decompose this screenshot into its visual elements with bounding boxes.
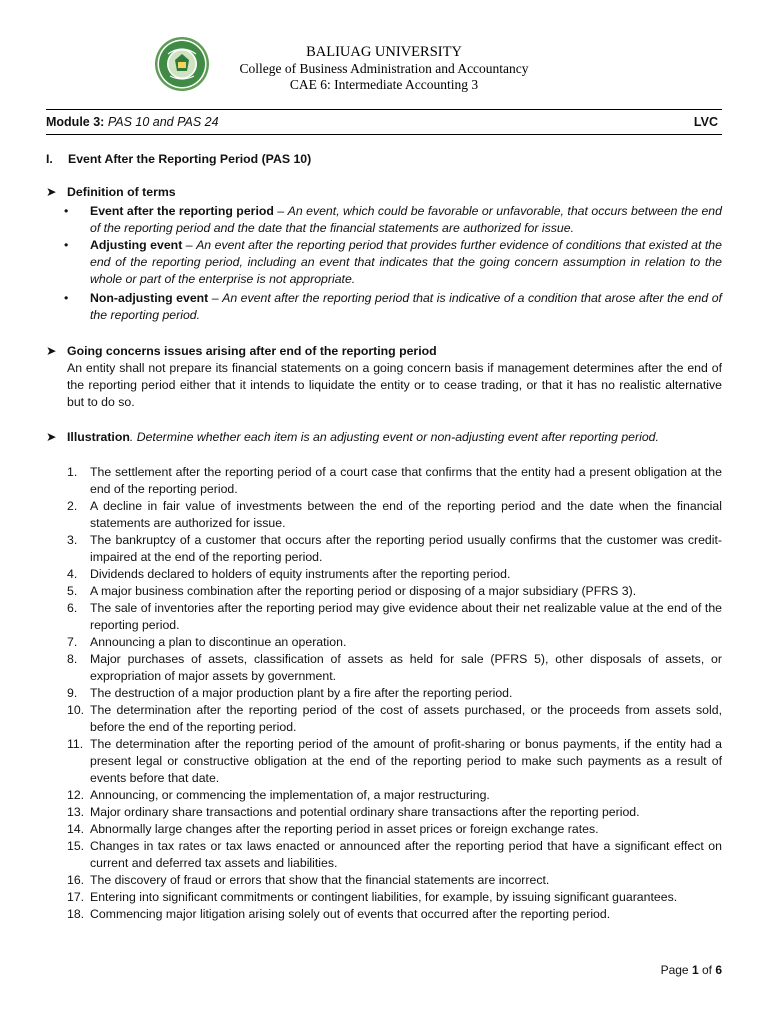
illustration-instruction: . Determine whether each item is an adjusting event or non-adjusting event after reporting period.: [129, 430, 659, 444]
item-number: 11.: [67, 737, 84, 751]
item-number: 10.: [67, 703, 85, 717]
item-text: The discovery of fraud or errors that show that the financial statements are incorrect.: [90, 873, 550, 887]
course-title: CAE 6: Intermediate Accounting 3: [289, 77, 479, 92]
definition-dash: –: [273, 204, 288, 218]
item-text: The determination after the reporting period of the cost of assets purchased, or the proceeds from assets sold, before the end of the reporting period.: [90, 703, 722, 734]
list-item: [67, 498, 722, 532]
author-initials: LVC: [693, 115, 718, 129]
definition-term: Non-adjusting event: [90, 291, 209, 305]
page-footer: [661, 962, 722, 979]
item-number: 7.: [67, 635, 78, 649]
definition-dash: –: [208, 291, 223, 305]
item-number: 3.: [67, 533, 78, 547]
going-concern-paragraph: An entity shall not prepare its financial statements on a going concern basis if management determines after the end of the reporting period either that it intends to liquidate the entity or to cease trading, or that it has no realistic alternative but to do so.: [67, 361, 722, 409]
illustration-items-list: [67, 464, 722, 923]
item-number: 4.: [67, 567, 78, 581]
page-number: 1: [691, 963, 699, 977]
item-number: 6.: [67, 601, 78, 615]
item-text: The determination after the reporting period of the amount of profit-sharing or bonus payments, if the entity had a present legal or constructive obligation at the end of the reporting period to make such payments as a result of events before that date.: [90, 737, 722, 785]
list-item: [67, 583, 722, 600]
item-text: Major ordinary share transactions and potential ordinary share transactions after the reporting period.: [90, 805, 640, 819]
item-number: 16.: [67, 873, 85, 887]
list-item: [67, 566, 722, 583]
item-text: Dividends declared to holders of equity instruments after the reporting period.: [90, 567, 511, 581]
item-text: The sale of inventories after the reporting period may give evidence about their net realizable value at the end of the reporting period.: [90, 601, 722, 632]
module-title: PAS 10 and PAS 24: [107, 115, 219, 129]
section-number: I.: [46, 152, 53, 166]
section-title: Event After the Reporting Period (PAS 10): [68, 152, 312, 166]
list-item: [67, 872, 722, 889]
of-word: of: [698, 963, 716, 977]
list-item: [67, 889, 722, 906]
page-word: Page: [660, 963, 692, 977]
arrow-bullet-icon: ➤: [46, 344, 57, 358]
item-text: Changes in tax rates or tax laws enacted or announced after the reporting period that have a significant effect on current and deferred tax assets and liabilities.: [90, 839, 722, 870]
item-number: 15.: [67, 839, 85, 853]
university-name: BALIUAG UNIVERSITY: [306, 44, 462, 60]
definitions-heading: [46, 184, 176, 201]
definition-text: An event after the reporting period that provides further evidence of conditions that existed at the end of the reporting period, including an event that indicates that the going concern assumption in relation to the whole or part of the enterprise is not appropriate.: [90, 238, 722, 286]
document-header: [0, 44, 768, 94]
item-number: 2.: [67, 499, 78, 513]
list-item: [67, 821, 722, 838]
list-item: [67, 838, 722, 872]
item-number: 13.: [67, 805, 85, 819]
going-concern-heading-text: Going concerns issues arising after end of the reporting period: [67, 344, 437, 358]
arrow-bullet-icon: ➤: [46, 185, 57, 199]
definition-item: [64, 203, 722, 237]
page-total: 6: [715, 963, 722, 977]
module-label: Module 3:: [46, 115, 105, 129]
item-text: Announcing, or commencing the implementation of, a major restructuring.: [90, 788, 490, 802]
arrow-bullet-icon: ➤: [46, 430, 57, 444]
bullet-dot-icon: •: [64, 204, 69, 218]
list-item: [67, 906, 722, 923]
definition-term: Event after the reporting period: [90, 204, 274, 218]
bullet-dot-icon: •: [64, 238, 69, 252]
item-number: 12.: [67, 788, 85, 802]
definition-item: [64, 290, 722, 324]
list-item: [67, 532, 722, 566]
header-divider: [46, 109, 722, 110]
section-heading: [46, 151, 311, 168]
definition-text: An event after the reporting period that is indicative of a condition that arose after the end of the reporting period.: [90, 291, 722, 322]
list-item: [67, 787, 722, 804]
item-number: 18.: [67, 907, 85, 921]
item-number: 14.: [67, 822, 85, 836]
bullet-dot-icon: •: [64, 291, 69, 305]
item-text: Announcing a plan to discontinue an operation.: [90, 635, 347, 649]
module-line: [46, 114, 722, 130]
illustration-label: Illustration: [67, 430, 130, 444]
module-divider: [46, 134, 722, 135]
item-number: 9.: [67, 686, 78, 700]
item-text: The bankruptcy of a customer that occurs after the reporting period usually confirms that the customer was credit-impaired at the end of the reporting period.: [90, 533, 722, 564]
definition-term: Adjusting event: [90, 238, 183, 252]
list-item: [67, 736, 722, 787]
college-name: College of Business Administration and Accountancy: [239, 60, 529, 76]
list-item: [67, 702, 722, 736]
item-number: 8.: [67, 652, 78, 666]
definition-text: An event, which could be favorable or unfavorable, that occurs between the end of the reporting period and the date that the financial statements are authorized for issue.: [90, 204, 722, 235]
item-number: 17.: [67, 890, 85, 904]
definition-item: [64, 237, 722, 288]
item-text: The settlement after the reporting period of a court case that confirms that the entity had a present obligation at the end of the reporting period.: [90, 465, 722, 496]
list-item: [67, 600, 722, 634]
list-item: [67, 634, 722, 651]
definitions-heading-text: Definition of terms: [67, 185, 176, 199]
item-text: Abnormally large changes after the reporting period in asset prices or foreign exchange rates.: [90, 822, 599, 836]
going-concern-heading: [46, 343, 437, 360]
item-text: A major business combination after the reporting period or disposing of a major subsidiary (PFRS 3).: [90, 584, 637, 598]
list-item: [67, 651, 722, 685]
definition-dash: –: [182, 238, 197, 252]
item-number: 5.: [67, 584, 78, 598]
item-text: The destruction of a major production plant by a fire after the reporting period.: [90, 686, 513, 700]
item-number: 1.: [67, 465, 78, 479]
list-item: [67, 685, 722, 702]
list-item: [67, 464, 722, 498]
item-text: A decline in fair value of investments between the end of the reporting period and the date when the financial statements are authorized for issue.: [90, 499, 722, 530]
illustration-heading: [46, 429, 659, 446]
list-item: [67, 804, 722, 821]
item-text: Major purchases of assets, classification of assets as held for sale (PFRS 5), other disposals of assets, or expropriation of major assets by government.: [90, 652, 722, 683]
item-text: Commencing major litigation arising solely out of events that occurred after the reporting period.: [90, 907, 611, 921]
item-text: Entering into significant commitments or contingent liabilities, for example, by issuing significant guarantees.: [90, 890, 678, 904]
